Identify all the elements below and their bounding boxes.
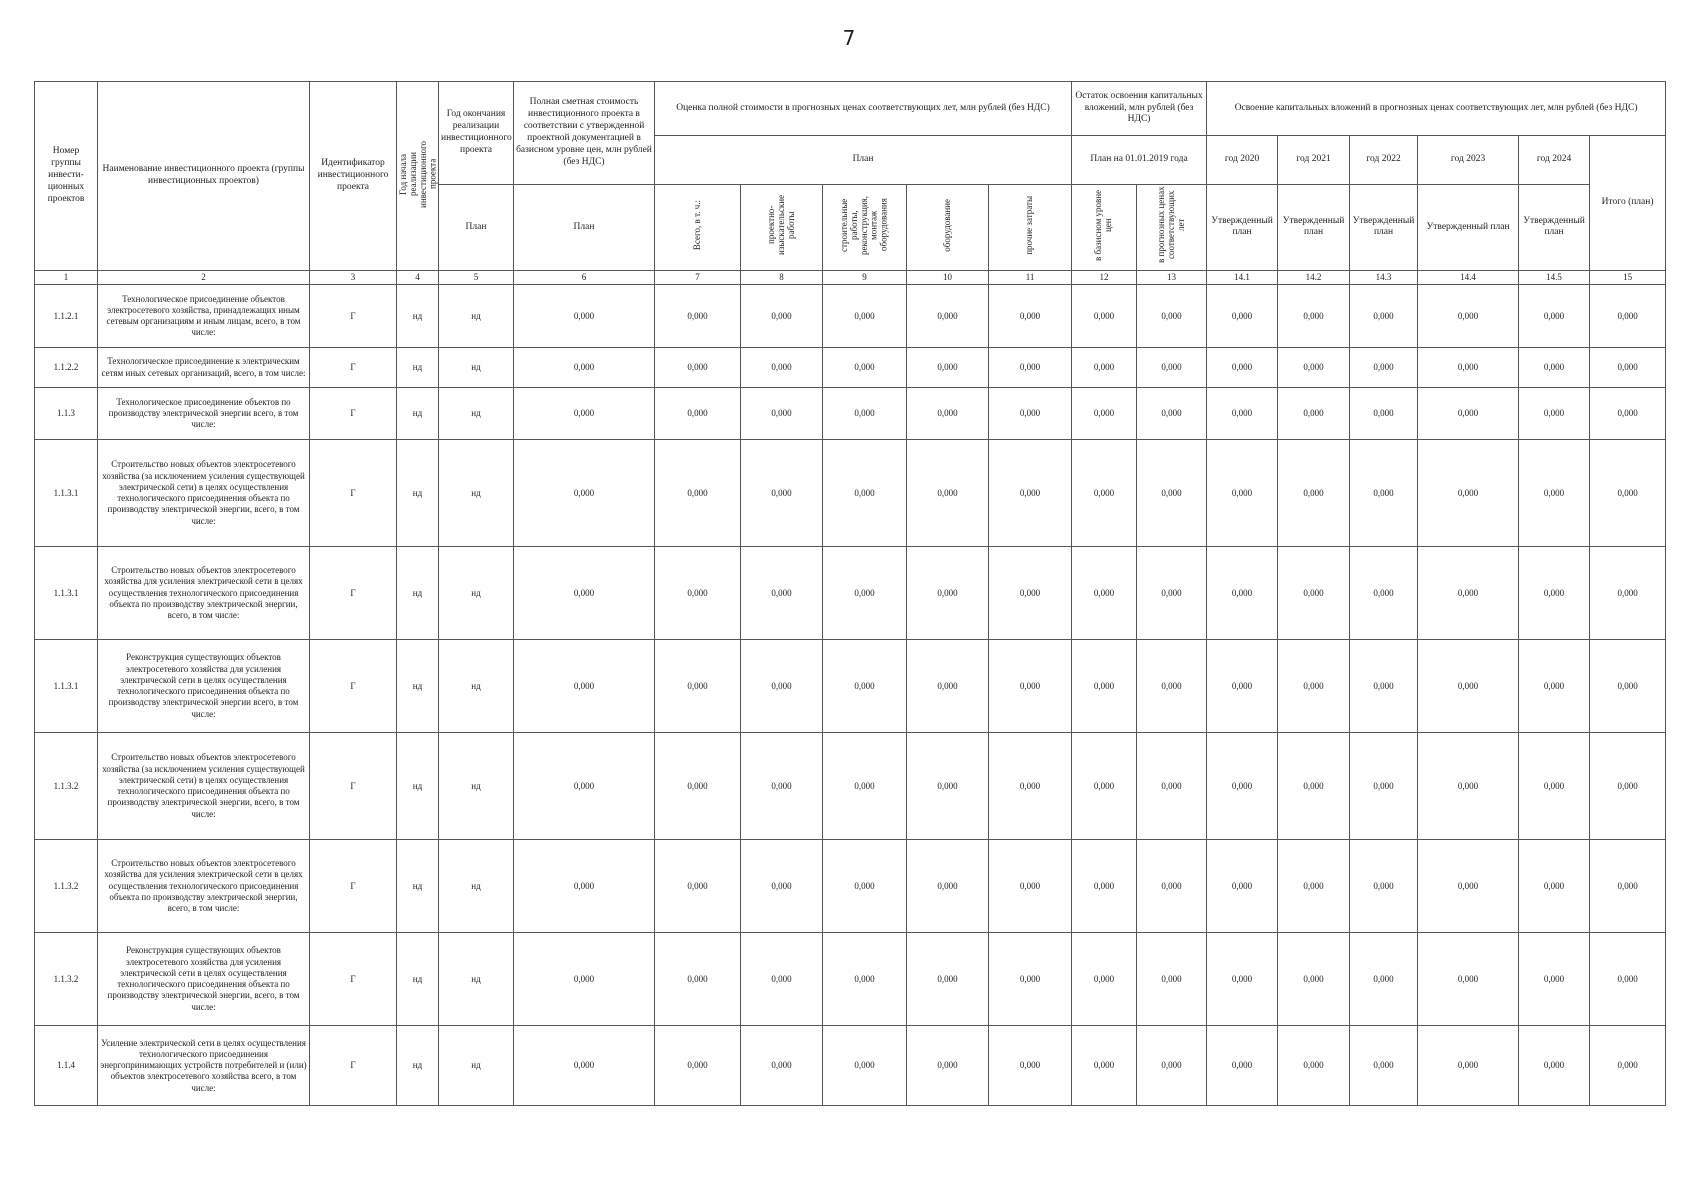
row-name: Строительство новых объектов электросетевого хозяйства (за исключением усиления существующей электрической сети) в целях осуществления технологического присоединения объекта по производству электрической энергии, всего, в том числе: bbox=[98, 440, 310, 547]
column-number: 5 bbox=[439, 270, 514, 284]
row-value: 0,000 bbox=[1350, 1026, 1418, 1106]
row-name: Строительство новых объектов электросетевого хозяйства для усиления электрической сети в целях осуществления технологического присоединения объекта по производству электрической энергии, всего, в том числе: bbox=[98, 840, 310, 933]
row-value: 0,000 bbox=[823, 348, 907, 388]
header-full-cost: Полная сметная стоимость инвестиционного проекта в соответствии с утвержденной проектной документацией в базисном уровне цен, млн рублей (без НДС) bbox=[514, 82, 655, 185]
column-number: 4 bbox=[397, 270, 439, 284]
row-value: 0,000 bbox=[1072, 547, 1137, 640]
row-value: 0,000 bbox=[1418, 840, 1519, 933]
row-value: 0,000 bbox=[907, 933, 989, 1026]
row-value: 0,000 bbox=[741, 640, 823, 733]
row-value: 0,000 bbox=[989, 733, 1072, 840]
row-value: 0,000 bbox=[989, 547, 1072, 640]
row-name: Реконструкция существующих объектов электросетевого хозяйства для усиления электрической сети в целях осуществления технологического присоединения объекта по производству электрической энергии всего, в том числе: bbox=[98, 640, 310, 733]
row-value: 0,000 bbox=[823, 840, 907, 933]
row-value: 0,000 bbox=[1519, 1026, 1590, 1106]
header-col9-text: строительные работы, реконструкция, монтаж оборудования bbox=[838, 195, 889, 255]
row-number: 1.1.3.1 bbox=[35, 640, 98, 733]
row-value: 0,000 bbox=[1137, 547, 1207, 640]
row-value: 0,000 bbox=[1137, 440, 1207, 547]
row-value: 0,000 bbox=[655, 1026, 741, 1106]
row-value: 0,000 bbox=[1418, 733, 1519, 840]
row-identifier: Г bbox=[310, 388, 397, 440]
header-approved-2023: Утвержденный план bbox=[1418, 185, 1519, 271]
header-start-year bbox=[397, 82, 439, 271]
row-name: Строительство новых объектов электросетевого хозяйства (за исключением усиления существующей электрической сети) в целях осуществления технологического присоединения объекта по производству электрической энергии, всего, в том числе: bbox=[98, 733, 310, 840]
header-year-2024: год 2024 bbox=[1519, 136, 1590, 185]
header-approved-2024: Утвержденный план bbox=[1519, 185, 1590, 271]
table-header bbox=[35, 82, 1666, 285]
table-row bbox=[35, 733, 1666, 840]
header-group-number: Номер группы инвести-ционных проектов bbox=[35, 82, 98, 271]
row-identifier: Г bbox=[310, 933, 397, 1026]
row-start-year: нд bbox=[397, 285, 439, 348]
row-value: 0,000 bbox=[1350, 933, 1418, 1026]
row-name: Технологическое присоединение к электрическим сетям иных сетевых организаций, всего, в том числе: bbox=[98, 348, 310, 388]
row-value: 0,000 bbox=[1137, 285, 1207, 348]
row-value: 0,000 bbox=[741, 1026, 823, 1106]
row-value: 0,000 bbox=[1137, 733, 1207, 840]
column-number: 11 bbox=[989, 270, 1072, 284]
row-name: Реконструкция существующих объектов электросетевого хозяйства для усиления электрической сети в целях осуществления технологического присоединения объекта по производству электрической энергии, всего, в том числе: bbox=[98, 933, 310, 1026]
row-identifier: Г bbox=[310, 1026, 397, 1106]
row-value: 0,000 bbox=[1519, 348, 1590, 388]
header-col13 bbox=[1137, 185, 1207, 271]
row-value: 0,000 bbox=[514, 733, 655, 840]
row-name: Технологическое присоединение объектов электросетевого хозяйства, принадлежащих иным сетевым организациям и иным лицам, всего, в том числе: bbox=[98, 285, 310, 348]
row-value: 0,000 bbox=[655, 348, 741, 388]
row-end-year: нд bbox=[439, 840, 514, 933]
table-row bbox=[35, 285, 1666, 348]
header-plan: План bbox=[655, 136, 1072, 185]
row-value: 0,000 bbox=[655, 440, 741, 547]
row-value: 0,000 bbox=[1350, 285, 1418, 348]
row-identifier: Г bbox=[310, 348, 397, 388]
table-row bbox=[35, 640, 1666, 733]
header-year-2022: год 2022 bbox=[1350, 136, 1418, 185]
row-number: 1.1.3.1 bbox=[35, 440, 98, 547]
row-value: 0,000 bbox=[1519, 285, 1590, 348]
row-number: 1.1.3.2 bbox=[35, 733, 98, 840]
row-value: 0,000 bbox=[1590, 933, 1666, 1026]
header-approved-2022: Утвержденный план bbox=[1350, 185, 1418, 271]
row-value: 0,000 bbox=[989, 640, 1072, 733]
row-value: 0,000 bbox=[989, 440, 1072, 547]
column-number: 3 bbox=[310, 270, 397, 284]
header-remaining: Остаток освоения капитальных вложений, млн рублей (без НДС) bbox=[1072, 82, 1207, 136]
row-value: 0,000 bbox=[1519, 840, 1590, 933]
row-value: 0,000 bbox=[655, 933, 741, 1026]
header-col12 bbox=[1072, 185, 1137, 271]
row-value: 0,000 bbox=[1072, 440, 1137, 547]
row-end-year: нд bbox=[439, 733, 514, 840]
row-value: 0,000 bbox=[989, 933, 1072, 1026]
row-value: 0,000 bbox=[1137, 388, 1207, 440]
row-value: 0,000 bbox=[1278, 933, 1350, 1026]
row-value: 0,000 bbox=[1072, 933, 1137, 1026]
row-start-year: нд bbox=[397, 348, 439, 388]
column-number-row bbox=[35, 270, 1666, 284]
row-value: 0,000 bbox=[741, 733, 823, 840]
header-identifier: Идентификатор инвестиционного проекта bbox=[310, 82, 397, 271]
table-body bbox=[35, 285, 1666, 1106]
row-value: 0,000 bbox=[1418, 640, 1519, 733]
header-col11-text: прочие затраты bbox=[1024, 195, 1035, 255]
row-value: 0,000 bbox=[1519, 547, 1590, 640]
row-value: 0,000 bbox=[1350, 547, 1418, 640]
row-name: Технологическое присоединение объектов по производству электрической энергии всего, в том числе: bbox=[98, 388, 310, 440]
column-number: 14.4 bbox=[1418, 270, 1519, 284]
header-year-2020: год 2020 bbox=[1207, 136, 1278, 185]
column-number: 6 bbox=[514, 270, 655, 284]
row-value: 0,000 bbox=[655, 733, 741, 840]
row-start-year: нд bbox=[397, 547, 439, 640]
row-value: 0,000 bbox=[1072, 348, 1137, 388]
row-value: 0,000 bbox=[823, 733, 907, 840]
row-value: 0,000 bbox=[1207, 440, 1278, 547]
header-start-year-text: Год начала реализации инвестиционного проекта bbox=[398, 139, 438, 208]
row-identifier: Г bbox=[310, 640, 397, 733]
row-value: 0,000 bbox=[1590, 1026, 1666, 1106]
row-value: 0,000 bbox=[1137, 1026, 1207, 1106]
row-value: 0,000 bbox=[514, 348, 655, 388]
row-value: 0,000 bbox=[1519, 733, 1590, 840]
header-forecast-cost: Оценка полной стоимости в прогнозных ценах соответствующих лет, млн рублей (без НДС) bbox=[655, 82, 1072, 136]
row-value: 0,000 bbox=[1418, 285, 1519, 348]
row-value: 0,000 bbox=[907, 840, 989, 933]
header-col8 bbox=[741, 185, 823, 271]
row-value: 0,000 bbox=[1207, 640, 1278, 733]
row-number: 1.1.3.1 bbox=[35, 547, 98, 640]
row-value: 0,000 bbox=[1350, 840, 1418, 933]
row-value: 0,000 bbox=[1072, 388, 1137, 440]
row-value: 0,000 bbox=[823, 640, 907, 733]
header-year-2021: год 2021 bbox=[1278, 136, 1350, 185]
header-project-name: Наименование инвестиционного проекта (группы инвестиционных проектов) bbox=[98, 82, 310, 271]
row-value: 0,000 bbox=[907, 440, 989, 547]
header-col7 bbox=[655, 185, 741, 271]
row-value: 0,000 bbox=[1350, 733, 1418, 840]
row-value: 0,000 bbox=[1207, 348, 1278, 388]
header-approved-2020: Утвержденный план bbox=[1207, 185, 1278, 271]
row-value: 0,000 bbox=[514, 547, 655, 640]
column-number: 8 bbox=[741, 270, 823, 284]
row-value: 0,000 bbox=[741, 440, 823, 547]
row-value: 0,000 bbox=[1137, 640, 1207, 733]
row-value: 0,000 bbox=[1590, 440, 1666, 547]
row-number: 1.1.3 bbox=[35, 388, 98, 440]
header-plan-date: План на 01.01.2019 года bbox=[1072, 136, 1207, 185]
row-value: 0,000 bbox=[514, 840, 655, 933]
row-identifier: Г bbox=[310, 440, 397, 547]
table-row bbox=[35, 1026, 1666, 1106]
column-number: 12 bbox=[1072, 270, 1137, 284]
header-year-2023: год 2023 bbox=[1418, 136, 1519, 185]
row-value: 0,000 bbox=[1418, 348, 1519, 388]
row-value: 0,000 bbox=[655, 547, 741, 640]
header-approved-2021: Утвержденный план bbox=[1278, 185, 1350, 271]
row-value: 0,000 bbox=[989, 840, 1072, 933]
row-value: 0,000 bbox=[741, 388, 823, 440]
row-value: 0,000 bbox=[514, 933, 655, 1026]
row-value: 0,000 bbox=[1278, 640, 1350, 733]
row-value: 0,000 bbox=[1519, 640, 1590, 733]
row-value: 0,000 bbox=[907, 733, 989, 840]
row-number: 1.1.2.1 bbox=[35, 285, 98, 348]
table-row bbox=[35, 840, 1666, 933]
header-col8-text: проектно-изыскательские работы bbox=[765, 194, 796, 256]
row-value: 0,000 bbox=[1207, 388, 1278, 440]
row-end-year: нд bbox=[439, 1026, 514, 1106]
row-value: 0,000 bbox=[741, 285, 823, 348]
row-value: 0,000 bbox=[1072, 1026, 1137, 1106]
row-value: 0,000 bbox=[1278, 547, 1350, 640]
row-identifier: Г bbox=[310, 285, 397, 348]
table-row bbox=[35, 440, 1666, 547]
row-value: 0,000 bbox=[907, 547, 989, 640]
header-col13-text: в прогнозных ценах соответствующих лет bbox=[1155, 186, 1186, 264]
column-number: 15 bbox=[1590, 270, 1666, 284]
table-row bbox=[35, 388, 1666, 440]
header-col10 bbox=[907, 185, 989, 271]
row-value: 0,000 bbox=[1278, 388, 1350, 440]
row-value: 0,000 bbox=[1519, 933, 1590, 1026]
row-value: 0,000 bbox=[1590, 348, 1666, 388]
row-value: 0,000 bbox=[1137, 840, 1207, 933]
header-col7-text: Всего, в т. ч.: bbox=[691, 199, 702, 251]
header-plan-col6: План bbox=[514, 185, 655, 271]
row-value: 0,000 bbox=[907, 348, 989, 388]
row-start-year: нд bbox=[397, 733, 439, 840]
column-number: 14.5 bbox=[1519, 270, 1590, 284]
row-value: 0,000 bbox=[907, 640, 989, 733]
row-start-year: нд bbox=[397, 840, 439, 933]
column-number: 14.1 bbox=[1207, 270, 1278, 284]
row-name: Строительство новых объектов электросетевого хозяйства для усиления электрической сети в целях осуществления технологического присоединения объекта по производству электрической энергии, всего, в том числе: bbox=[98, 547, 310, 640]
row-start-year: нд bbox=[397, 1026, 439, 1106]
row-start-year: нд bbox=[397, 640, 439, 733]
row-value: 0,000 bbox=[741, 840, 823, 933]
column-number: 7 bbox=[655, 270, 741, 284]
column-number: 14.3 bbox=[1350, 270, 1418, 284]
row-identifier: Г bbox=[310, 547, 397, 640]
row-value: 0,000 bbox=[823, 547, 907, 640]
row-value: 0,000 bbox=[1278, 440, 1350, 547]
row-value: 0,000 bbox=[823, 933, 907, 1026]
row-value: 0,000 bbox=[989, 1026, 1072, 1106]
row-value: 0,000 bbox=[1072, 840, 1137, 933]
row-number: 1.1.2.2 bbox=[35, 348, 98, 388]
page-number: 7 bbox=[842, 26, 856, 50]
row-end-year: нд bbox=[439, 933, 514, 1026]
row-value: 0,000 bbox=[907, 388, 989, 440]
table-row bbox=[35, 933, 1666, 1026]
column-number: 9 bbox=[823, 270, 907, 284]
row-value: 0,000 bbox=[1137, 933, 1207, 1026]
header-col9 bbox=[823, 185, 907, 271]
row-end-year: нд bbox=[439, 640, 514, 733]
row-value: 0,000 bbox=[514, 640, 655, 733]
row-start-year: нд bbox=[397, 388, 439, 440]
row-end-year: нд bbox=[439, 285, 514, 348]
row-value: 0,000 bbox=[989, 285, 1072, 348]
column-number: 10 bbox=[907, 270, 989, 284]
row-value: 0,000 bbox=[1207, 733, 1278, 840]
row-value: 0,000 bbox=[989, 388, 1072, 440]
row-value: 0,000 bbox=[823, 285, 907, 348]
row-value: 0,000 bbox=[1278, 285, 1350, 348]
row-value: 0,000 bbox=[1137, 348, 1207, 388]
row-start-year: нд bbox=[397, 933, 439, 1026]
row-value: 0,000 bbox=[1590, 547, 1666, 640]
row-end-year: нд bbox=[439, 440, 514, 547]
row-value: 0,000 bbox=[1418, 547, 1519, 640]
row-value: 0,000 bbox=[1590, 840, 1666, 933]
row-value: 0,000 bbox=[989, 348, 1072, 388]
header-col12-text: в базисном уровне цен bbox=[1093, 189, 1114, 261]
row-number: 1.1.3.2 bbox=[35, 840, 98, 933]
row-start-year: нд bbox=[397, 440, 439, 547]
row-value: 0,000 bbox=[1590, 640, 1666, 733]
row-value: 0,000 bbox=[1072, 285, 1137, 348]
row-value: 0,000 bbox=[1350, 388, 1418, 440]
row-value: 0,000 bbox=[514, 1026, 655, 1106]
row-value: 0,000 bbox=[1207, 547, 1278, 640]
row-value: 0,000 bbox=[514, 388, 655, 440]
row-end-year: нд bbox=[439, 388, 514, 440]
row-value: 0,000 bbox=[1207, 933, 1278, 1026]
row-end-year: нд bbox=[439, 547, 514, 640]
row-value: 0,000 bbox=[1519, 388, 1590, 440]
row-value: 0,000 bbox=[1519, 440, 1590, 547]
header-total: Итого (план) bbox=[1590, 136, 1666, 271]
row-number: 1.1.4 bbox=[35, 1026, 98, 1106]
row-value: 0,000 bbox=[1072, 640, 1137, 733]
row-value: 0,000 bbox=[1278, 348, 1350, 388]
row-value: 0,000 bbox=[1350, 348, 1418, 388]
row-identifier: Г bbox=[310, 840, 397, 933]
row-value: 0,000 bbox=[655, 285, 741, 348]
row-number: 1.1.3.2 bbox=[35, 933, 98, 1026]
row-value: 0,000 bbox=[1207, 285, 1278, 348]
row-value: 0,000 bbox=[514, 285, 655, 348]
row-value: 0,000 bbox=[1350, 640, 1418, 733]
row-value: 0,000 bbox=[1418, 388, 1519, 440]
row-value: 0,000 bbox=[823, 388, 907, 440]
row-value: 0,000 bbox=[1207, 1026, 1278, 1106]
row-value: 0,000 bbox=[741, 547, 823, 640]
row-value: 0,000 bbox=[823, 440, 907, 547]
row-value: 0,000 bbox=[907, 1026, 989, 1106]
header-col10-text: оборудование bbox=[941, 198, 952, 252]
column-number: 14.2 bbox=[1278, 270, 1350, 284]
row-value: 0,000 bbox=[741, 348, 823, 388]
row-value: 0,000 bbox=[1418, 1026, 1519, 1106]
column-number: 13 bbox=[1137, 270, 1207, 284]
row-value: 0,000 bbox=[655, 640, 741, 733]
row-value: 0,000 bbox=[1072, 733, 1137, 840]
row-value: 0,000 bbox=[1418, 440, 1519, 547]
row-value: 0,000 bbox=[1278, 733, 1350, 840]
header-col11 bbox=[989, 185, 1072, 271]
column-number: 1 bbox=[35, 270, 98, 284]
row-value: 0,000 bbox=[655, 840, 741, 933]
row-value: 0,000 bbox=[1418, 933, 1519, 1026]
row-end-year: нд bbox=[439, 348, 514, 388]
table-row bbox=[35, 547, 1666, 640]
row-value: 0,000 bbox=[655, 388, 741, 440]
row-value: 0,000 bbox=[1207, 840, 1278, 933]
row-value: 0,000 bbox=[1590, 285, 1666, 348]
investment-table bbox=[34, 81, 1666, 1106]
header-plan-col5: План bbox=[439, 185, 514, 271]
row-value: 0,000 bbox=[514, 440, 655, 547]
row-value: 0,000 bbox=[1278, 840, 1350, 933]
row-value: 0,000 bbox=[741, 933, 823, 1026]
row-name: Усиление электрической сети в целях осуществления технологического присоединения энергопринимающих устройств потребителей и (или) объектов электросетевого хозяйства всего, в том числе: bbox=[98, 1026, 310, 1106]
row-value: 0,000 bbox=[1350, 440, 1418, 547]
row-identifier: Г bbox=[310, 733, 397, 840]
row-value: 0,000 bbox=[907, 285, 989, 348]
header-end-year: Год окончания реализации инвестиционного проекта bbox=[439, 82, 514, 185]
row-value: 0,000 bbox=[1278, 1026, 1350, 1106]
table-row bbox=[35, 348, 1666, 388]
row-value: 0,000 bbox=[823, 1026, 907, 1106]
row-value: 0,000 bbox=[1590, 388, 1666, 440]
header-capital: Освоение капитальных вложений в прогнозных ценах соответствующих лет, млн рублей (без НДС) bbox=[1207, 82, 1666, 136]
row-value: 0,000 bbox=[1590, 733, 1666, 840]
column-number: 2 bbox=[98, 270, 310, 284]
